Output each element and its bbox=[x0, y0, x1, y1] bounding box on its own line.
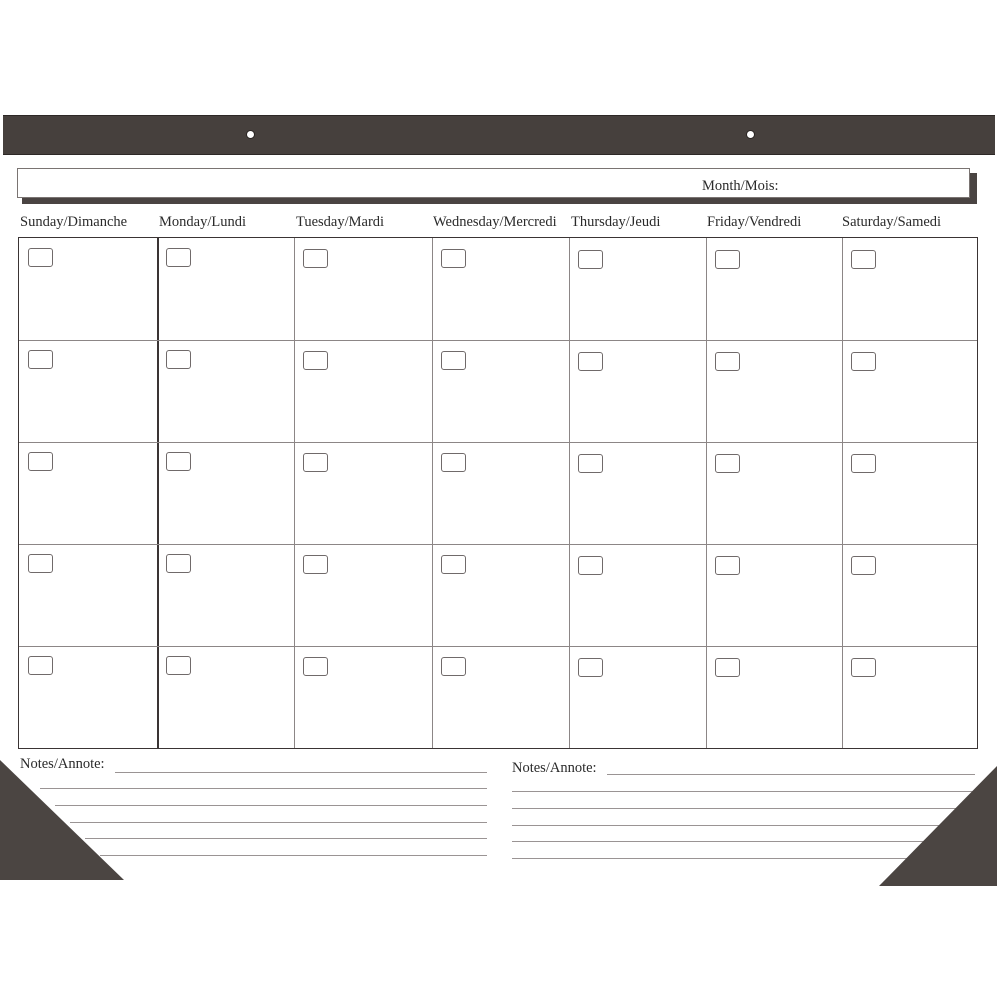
date-box[interactable] bbox=[303, 657, 328, 676]
date-box[interactable] bbox=[28, 656, 53, 675]
grid-column-divider bbox=[706, 238, 707, 748]
date-box[interactable] bbox=[166, 452, 191, 471]
date-box[interactable] bbox=[715, 250, 740, 269]
date-box[interactable] bbox=[303, 555, 328, 574]
date-box[interactable] bbox=[851, 556, 876, 575]
calendar-grid bbox=[18, 237, 978, 749]
date-box[interactable] bbox=[28, 554, 53, 573]
grid-column-divider bbox=[294, 238, 295, 748]
weekday-friday: Friday/Vendredi bbox=[707, 214, 802, 230]
corner-protector-right bbox=[879, 766, 997, 886]
date-box[interactable] bbox=[166, 350, 191, 369]
date-box[interactable] bbox=[303, 351, 328, 370]
month-label: Month/Mois: bbox=[702, 178, 779, 194]
binding-hole bbox=[746, 130, 755, 139]
notes-line[interactable] bbox=[512, 858, 907, 859]
date-box[interactable] bbox=[28, 248, 53, 267]
date-box[interactable] bbox=[578, 556, 603, 575]
binding-hole bbox=[246, 130, 255, 139]
date-box[interactable] bbox=[28, 350, 53, 369]
date-box[interactable] bbox=[303, 249, 328, 268]
date-box[interactable] bbox=[715, 556, 740, 575]
weekday-sunday: Sunday/Dimanche bbox=[20, 214, 128, 230]
date-box[interactable] bbox=[166, 656, 191, 675]
date-box[interactable] bbox=[441, 555, 466, 574]
date-box[interactable] bbox=[715, 658, 740, 677]
notes-line[interactable] bbox=[115, 772, 487, 773]
weekday-thursday: Thursday/Jeudi bbox=[571, 214, 661, 230]
date-box[interactable] bbox=[441, 657, 466, 676]
date-box[interactable] bbox=[578, 454, 603, 473]
date-box[interactable] bbox=[851, 352, 876, 371]
date-box[interactable] bbox=[578, 658, 603, 677]
date-box[interactable] bbox=[28, 452, 53, 471]
date-box[interactable] bbox=[578, 250, 603, 269]
weekday-wednesday: Wednesday/Mercredi bbox=[433, 214, 557, 230]
date-box[interactable] bbox=[851, 250, 876, 269]
date-box[interactable] bbox=[166, 554, 191, 573]
notes-line[interactable] bbox=[70, 822, 487, 823]
date-box[interactable] bbox=[441, 351, 466, 370]
grid-row-divider bbox=[19, 646, 977, 647]
grid-row-divider bbox=[19, 544, 977, 545]
grid-row-divider bbox=[19, 340, 977, 341]
grid-column-divider bbox=[842, 238, 843, 748]
notes-line[interactable] bbox=[512, 841, 925, 842]
weekday-saturday: Saturday/Samedi bbox=[842, 214, 942, 230]
top-binding-strip bbox=[3, 115, 995, 155]
month-field[interactable] bbox=[17, 168, 970, 198]
date-box[interactable] bbox=[303, 453, 328, 472]
date-box[interactable] bbox=[715, 352, 740, 371]
notes-label-right: Notes/Annote: bbox=[512, 760, 597, 776]
date-box[interactable] bbox=[851, 658, 876, 677]
date-box[interactable] bbox=[851, 454, 876, 473]
grid-column-divider bbox=[569, 238, 570, 748]
date-box[interactable] bbox=[578, 352, 603, 371]
corner-protector-left bbox=[0, 760, 124, 880]
grid-row-divider bbox=[19, 442, 977, 443]
grid-column-divider bbox=[157, 238, 159, 748]
grid-column-divider bbox=[432, 238, 433, 748]
date-box[interactable] bbox=[441, 453, 466, 472]
date-box[interactable] bbox=[715, 454, 740, 473]
notes-line[interactable] bbox=[100, 855, 487, 856]
date-box[interactable] bbox=[166, 248, 191, 267]
notes-line[interactable] bbox=[85, 838, 487, 839]
notes-label-left: Notes/Annote: bbox=[20, 756, 105, 772]
date-box[interactable] bbox=[441, 249, 466, 268]
weekday-tuesday: Tuesday/Mardi bbox=[296, 214, 385, 230]
notes-line[interactable] bbox=[512, 825, 942, 826]
weekday-monday: Monday/Lundi bbox=[159, 214, 246, 230]
